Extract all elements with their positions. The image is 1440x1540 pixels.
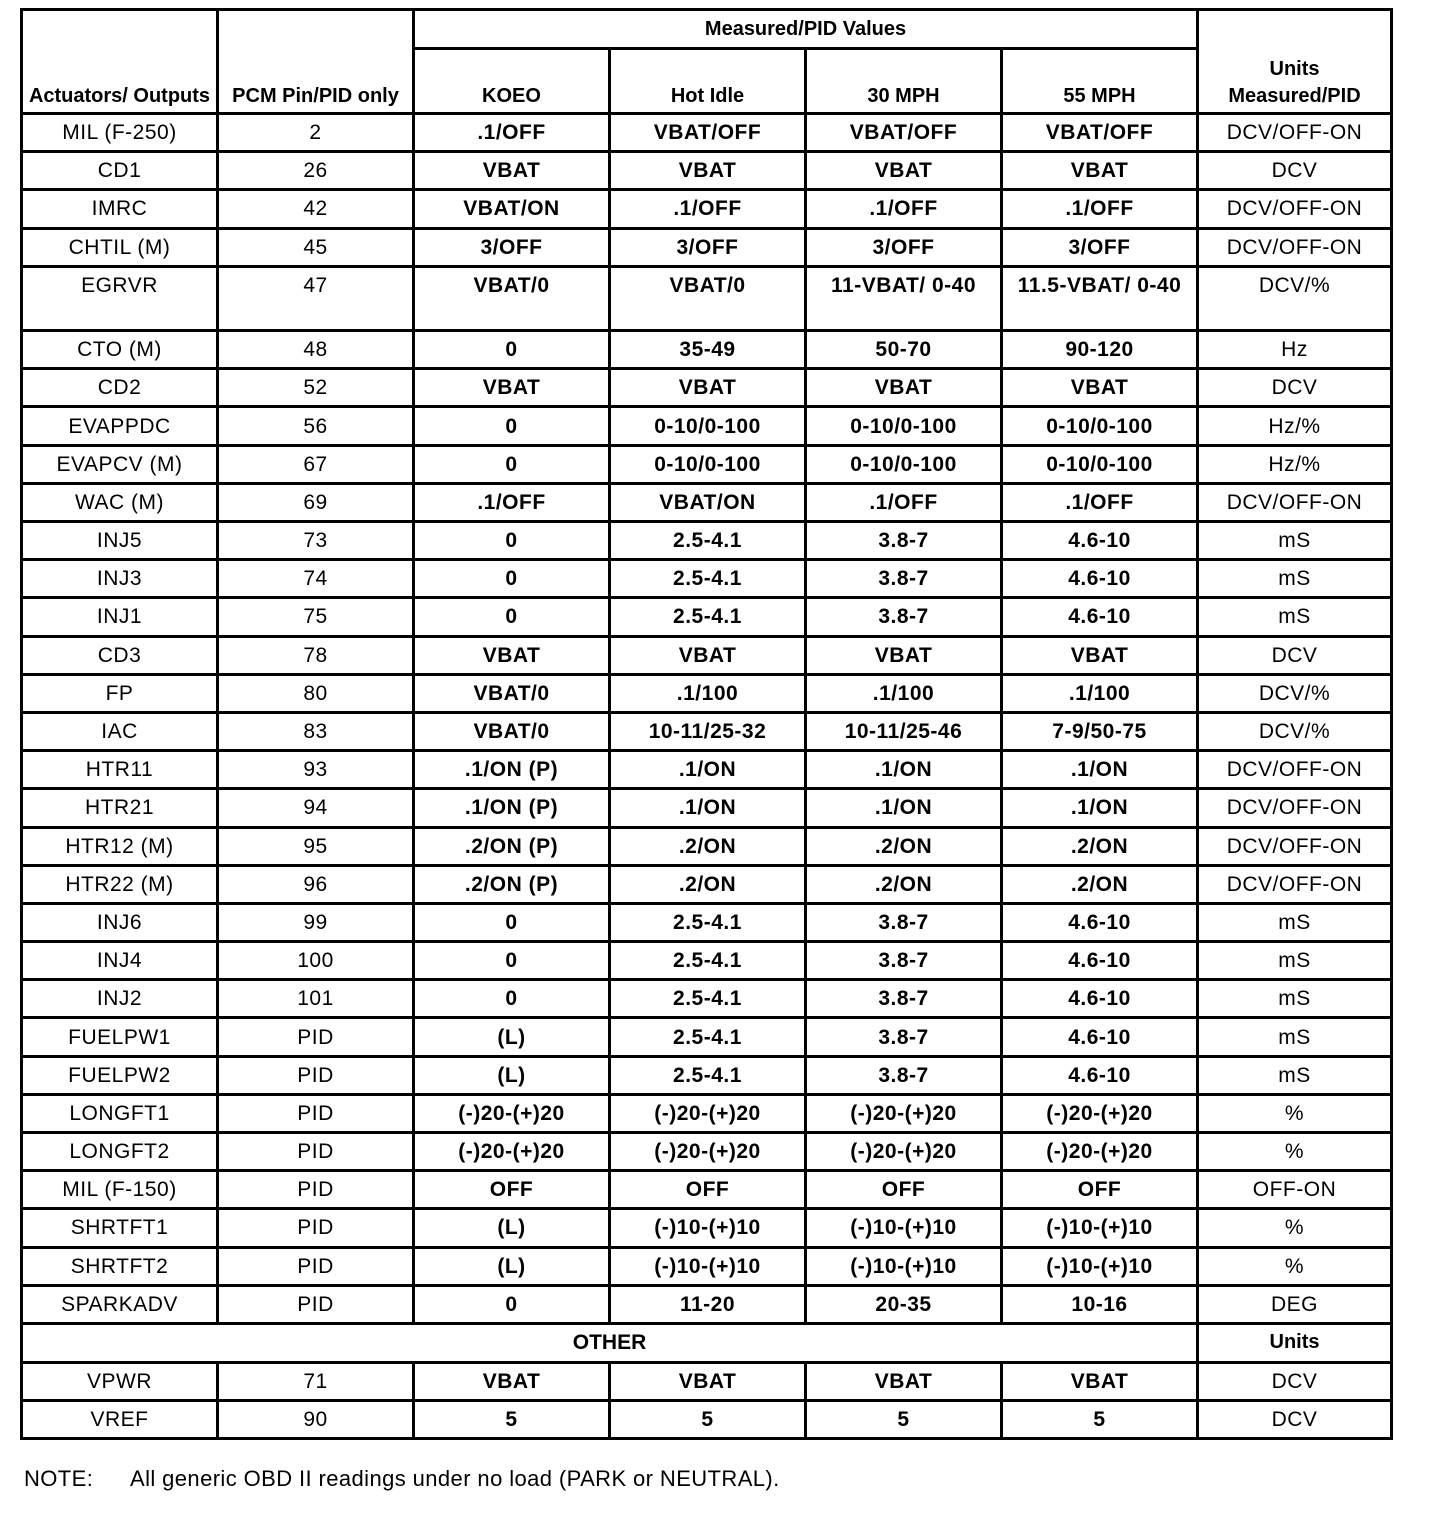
koeo-value: VBAT bbox=[414, 152, 610, 190]
table-body bbox=[22, 114, 1392, 1324]
actuator-name: EGRVR bbox=[22, 266, 218, 330]
units-value: % bbox=[1198, 1094, 1392, 1132]
hot-idle-value: 2.5-4.1 bbox=[610, 1056, 806, 1094]
mph30-value: 3.8-7 bbox=[806, 598, 1002, 636]
units-value: DCV/OFF-ON bbox=[1198, 789, 1392, 827]
pcm-pin: 80 bbox=[218, 674, 414, 712]
mph30-value: (-)10-(+)10 bbox=[806, 1209, 1002, 1247]
mph55-value: VBAT bbox=[1002, 636, 1198, 674]
units-value: mS bbox=[1198, 980, 1392, 1018]
mph55-value: (-)10-(+)10 bbox=[1002, 1209, 1198, 1247]
mph30-value: 3.8-7 bbox=[806, 1056, 1002, 1094]
units-value: % bbox=[1198, 1247, 1392, 1285]
mph55-value: 3/OFF bbox=[1002, 228, 1198, 266]
mph30-value: 3.8-7 bbox=[806, 942, 1002, 980]
actuator-name: CHTIL (M) bbox=[22, 228, 218, 266]
actuator-name: CD2 bbox=[22, 369, 218, 407]
mph30-value: .1/ON bbox=[806, 751, 1002, 789]
koeo-value: VBAT bbox=[414, 1362, 610, 1400]
actuator-name: CTO (M) bbox=[22, 331, 218, 369]
units-value: DCV/OFF-ON bbox=[1198, 865, 1392, 903]
koeo-value: .1/ON (P) bbox=[414, 789, 610, 827]
mph30-value: OFF bbox=[806, 1171, 1002, 1209]
hot-idle-value: .1/100 bbox=[610, 674, 806, 712]
mph55-value: 10-16 bbox=[1002, 1285, 1198, 1324]
koeo-value: (-)20-(+)20 bbox=[414, 1133, 610, 1171]
hot-idle-value: VBAT bbox=[610, 1362, 806, 1400]
table-row bbox=[22, 522, 1392, 560]
hot-idle-value: (-)10-(+)10 bbox=[610, 1247, 806, 1285]
mph30-value: VBAT bbox=[806, 152, 1002, 190]
mph30-value: 5 bbox=[806, 1400, 1002, 1438]
hot-idle-value: 11-20 bbox=[610, 1285, 806, 1324]
pcm-pin: PID bbox=[218, 1247, 414, 1285]
actuator-name: LONGFT2 bbox=[22, 1133, 218, 1171]
table-row bbox=[22, 903, 1392, 941]
actuator-name: CD1 bbox=[22, 152, 218, 190]
koeo-value: 0 bbox=[414, 1285, 610, 1324]
mph30-value: 10-11/25-46 bbox=[806, 712, 1002, 750]
hot-idle-value: .2/ON bbox=[610, 865, 806, 903]
table-row bbox=[22, 751, 1392, 789]
table-row bbox=[22, 114, 1392, 152]
table-row bbox=[22, 331, 1392, 369]
actuator-name: INJ5 bbox=[22, 522, 218, 560]
pcm-pin: 94 bbox=[218, 789, 414, 827]
koeo-value: 0 bbox=[414, 331, 610, 369]
units-value: DCV/OFF-ON bbox=[1198, 483, 1392, 521]
koeo-value: VBAT bbox=[414, 636, 610, 674]
table-row bbox=[22, 1285, 1392, 1324]
header-hot-idle: Hot Idle bbox=[610, 49, 806, 114]
actuator-name: VPWR bbox=[22, 1362, 218, 1400]
mph55-value: .2/ON bbox=[1002, 865, 1198, 903]
koeo-value: (L) bbox=[414, 1247, 610, 1285]
pcm-pin: 95 bbox=[218, 827, 414, 865]
pcm-pin: PID bbox=[218, 1171, 414, 1209]
units-value: mS bbox=[1198, 903, 1392, 941]
table-row bbox=[22, 598, 1392, 636]
other-units-label: Units bbox=[1198, 1324, 1392, 1362]
units-value: DCV/OFF-ON bbox=[1198, 228, 1392, 266]
pcm-pin: 26 bbox=[218, 152, 414, 190]
units-value: DCV/% bbox=[1198, 674, 1392, 712]
mph55-value: OFF bbox=[1002, 1171, 1198, 1209]
hot-idle-value: VBAT bbox=[610, 636, 806, 674]
mph55-value: VBAT/OFF bbox=[1002, 114, 1198, 152]
mph55-value: 5 bbox=[1002, 1400, 1198, 1438]
koeo-value: 0 bbox=[414, 522, 610, 560]
hot-idle-value: .1/OFF bbox=[610, 190, 806, 228]
table-row bbox=[22, 1400, 1392, 1438]
units-value: Hz/% bbox=[1198, 407, 1392, 445]
units-value: mS bbox=[1198, 1018, 1392, 1056]
hot-idle-value: OFF bbox=[610, 1171, 806, 1209]
table-row bbox=[22, 369, 1392, 407]
units-value: Hz bbox=[1198, 331, 1392, 369]
koeo-value: 0 bbox=[414, 445, 610, 483]
mph30-value: VBAT bbox=[806, 636, 1002, 674]
hot-idle-value: 10-11/25-32 bbox=[610, 712, 806, 750]
koeo-value: 0 bbox=[414, 942, 610, 980]
mph30-value: 3.8-7 bbox=[806, 903, 1002, 941]
pcm-pin: 100 bbox=[218, 942, 414, 980]
mph55-value: 4.6-10 bbox=[1002, 522, 1198, 560]
units-value: mS bbox=[1198, 560, 1392, 598]
koeo-value: (L) bbox=[414, 1209, 610, 1247]
table-row bbox=[22, 1247, 1392, 1285]
table-row bbox=[22, 942, 1392, 980]
mph30-value: .1/100 bbox=[806, 674, 1002, 712]
header-actuators: Actuators/ Outputs bbox=[22, 10, 218, 114]
units-value: DCV/% bbox=[1198, 712, 1392, 750]
mph55-value: .1/ON bbox=[1002, 751, 1198, 789]
units-value: mS bbox=[1198, 1056, 1392, 1094]
actuator-name: FUELPW2 bbox=[22, 1056, 218, 1094]
pcm-pin: 2 bbox=[218, 114, 414, 152]
mph55-value: 4.6-10 bbox=[1002, 560, 1198, 598]
actuator-name: WAC (M) bbox=[22, 483, 218, 521]
koeo-value: VBAT/ON bbox=[414, 190, 610, 228]
actuator-name: INJ4 bbox=[22, 942, 218, 980]
mph55-value: .1/OFF bbox=[1002, 190, 1198, 228]
pcm-pin: PID bbox=[218, 1285, 414, 1324]
koeo-value: 0 bbox=[414, 407, 610, 445]
mph30-value: 11-VBAT/ 0-40 bbox=[806, 266, 1002, 330]
mph30-value: 3.8-7 bbox=[806, 1018, 1002, 1056]
mph55-value: .1/ON bbox=[1002, 789, 1198, 827]
mph55-value: (-)20-(+)20 bbox=[1002, 1094, 1198, 1132]
actuator-name: LONGFT1 bbox=[22, 1094, 218, 1132]
hot-idle-value: VBAT/ON bbox=[610, 483, 806, 521]
hot-idle-value: 2.5-4.1 bbox=[610, 942, 806, 980]
header-measured-group: Measured/PID Values bbox=[414, 10, 1198, 49]
actuator-name: IMRC bbox=[22, 190, 218, 228]
mph30-value: 3.8-7 bbox=[806, 522, 1002, 560]
table-row bbox=[22, 1362, 1392, 1400]
hot-idle-value: VBAT bbox=[610, 152, 806, 190]
mph55-value: 4.6-10 bbox=[1002, 903, 1198, 941]
table-row bbox=[22, 445, 1392, 483]
pcm-pin: 93 bbox=[218, 751, 414, 789]
pcm-pin: 48 bbox=[218, 331, 414, 369]
actuator-name: MIL (F-150) bbox=[22, 1171, 218, 1209]
koeo-value: VBAT/0 bbox=[414, 674, 610, 712]
koeo-value: .1/OFF bbox=[414, 114, 610, 152]
pcm-pin: 71 bbox=[218, 1362, 414, 1400]
header-koeo: KOEO bbox=[414, 49, 610, 114]
table-row bbox=[22, 560, 1392, 598]
koeo-value: VBAT/0 bbox=[414, 712, 610, 750]
actuator-name: FUELPW1 bbox=[22, 1018, 218, 1056]
hot-idle-value: 2.5-4.1 bbox=[610, 560, 806, 598]
units-value: % bbox=[1198, 1209, 1392, 1247]
units-value: OFF-ON bbox=[1198, 1171, 1392, 1209]
koeo-value: OFF bbox=[414, 1171, 610, 1209]
pcm-pin: 45 bbox=[218, 228, 414, 266]
actuator-name: HTR21 bbox=[22, 789, 218, 827]
hot-idle-value: VBAT/OFF bbox=[610, 114, 806, 152]
header-pcm-pin: PCM Pin/PID only bbox=[218, 10, 414, 114]
actuator-name: FP bbox=[22, 674, 218, 712]
table-row bbox=[22, 483, 1392, 521]
header-55-mph: 55 MPH bbox=[1002, 49, 1198, 114]
table-row bbox=[22, 1171, 1392, 1209]
mph30-value: 50-70 bbox=[806, 331, 1002, 369]
units-value: DCV/OFF-ON bbox=[1198, 114, 1392, 152]
pcm-pin: PID bbox=[218, 1018, 414, 1056]
actuator-name: SHRTFT1 bbox=[22, 1209, 218, 1247]
koeo-value: 3/OFF bbox=[414, 228, 610, 266]
table-row bbox=[22, 1133, 1392, 1171]
mph55-value: VBAT bbox=[1002, 152, 1198, 190]
mph55-value: 4.6-10 bbox=[1002, 942, 1198, 980]
mph55-value: 90-120 bbox=[1002, 331, 1198, 369]
table-row bbox=[22, 228, 1392, 266]
actuator-name: MIL (F-250) bbox=[22, 114, 218, 152]
koeo-value: 0 bbox=[414, 560, 610, 598]
pcm-pin: 74 bbox=[218, 560, 414, 598]
pcm-pin: 83 bbox=[218, 712, 414, 750]
units-value: DCV bbox=[1198, 152, 1392, 190]
koeo-value: (L) bbox=[414, 1056, 610, 1094]
note-label: NOTE: bbox=[24, 1466, 94, 1491]
units-value: DCV/OFF-ON bbox=[1198, 190, 1392, 228]
mph30-value: 0-10/0-100 bbox=[806, 407, 1002, 445]
table-row bbox=[22, 674, 1392, 712]
mph30-value: 3/OFF bbox=[806, 228, 1002, 266]
pcm-pin: PID bbox=[218, 1094, 414, 1132]
pcm-pin: 78 bbox=[218, 636, 414, 674]
pcm-pin: 99 bbox=[218, 903, 414, 941]
hot-idle-value: 2.5-4.1 bbox=[610, 598, 806, 636]
hot-idle-value: 3/OFF bbox=[610, 228, 806, 266]
table-row bbox=[22, 980, 1392, 1018]
mph55-value: 7-9/50-75 bbox=[1002, 712, 1198, 750]
mph55-value: 0-10/0-100 bbox=[1002, 445, 1198, 483]
mph55-value: (-)10-(+)10 bbox=[1002, 1247, 1198, 1285]
hot-idle-value: 5 bbox=[610, 1400, 806, 1438]
koeo-value: VBAT bbox=[414, 369, 610, 407]
actuator-name: EVAPPDC bbox=[22, 407, 218, 445]
mph55-value: .2/ON bbox=[1002, 827, 1198, 865]
other-header-row bbox=[22, 1324, 1392, 1362]
actuator-name: INJ2 bbox=[22, 980, 218, 1018]
mph30-value: 3.8-7 bbox=[806, 560, 1002, 598]
mph30-value: 20-35 bbox=[806, 1285, 1002, 1324]
actuator-name: VREF bbox=[22, 1400, 218, 1438]
mph30-value: VBAT bbox=[806, 369, 1002, 407]
units-value: mS bbox=[1198, 522, 1392, 560]
mph30-value: (-)10-(+)10 bbox=[806, 1247, 1002, 1285]
hot-idle-value: .2/ON bbox=[610, 827, 806, 865]
hot-idle-value: (-)10-(+)10 bbox=[610, 1209, 806, 1247]
actuator-name: HTR12 (M) bbox=[22, 827, 218, 865]
koeo-value: .1/OFF bbox=[414, 483, 610, 521]
mph30-value: 3.8-7 bbox=[806, 980, 1002, 1018]
mph55-value: 4.6-10 bbox=[1002, 980, 1198, 1018]
footnote bbox=[24, 1466, 780, 1492]
mph55-value: VBAT bbox=[1002, 1362, 1198, 1400]
mph30-value: .2/ON bbox=[806, 865, 1002, 903]
hot-idle-value: 35-49 bbox=[610, 331, 806, 369]
pcm-pin: 67 bbox=[218, 445, 414, 483]
table-row bbox=[22, 407, 1392, 445]
actuator-name: INJ6 bbox=[22, 903, 218, 941]
hot-idle-value: 2.5-4.1 bbox=[610, 1018, 806, 1056]
actuator-name: INJ1 bbox=[22, 598, 218, 636]
actuator-name: INJ3 bbox=[22, 560, 218, 598]
table-row bbox=[22, 1056, 1392, 1094]
note-text: All generic OBD II readings under no load (PARK or NEUTRAL). bbox=[130, 1466, 780, 1491]
actuator-name: HTR11 bbox=[22, 751, 218, 789]
hot-idle-value: VBAT bbox=[610, 369, 806, 407]
pcm-pin: 56 bbox=[218, 407, 414, 445]
actuator-name: IAC bbox=[22, 712, 218, 750]
koeo-value: 0 bbox=[414, 598, 610, 636]
actuator-name: SHRTFT2 bbox=[22, 1247, 218, 1285]
mph55-value: 11.5-VBAT/ 0-40 bbox=[1002, 266, 1198, 330]
table-row bbox=[22, 1018, 1392, 1056]
hot-idle-value: 0-10/0-100 bbox=[610, 407, 806, 445]
mph30-value: (-)20-(+)20 bbox=[806, 1133, 1002, 1171]
mph55-value: .1/100 bbox=[1002, 674, 1198, 712]
units-value: DCV bbox=[1198, 1400, 1392, 1438]
table-row bbox=[22, 865, 1392, 903]
hot-idle-value: (-)20-(+)20 bbox=[610, 1094, 806, 1132]
hot-idle-value: 0-10/0-100 bbox=[610, 445, 806, 483]
mph55-value: (-)20-(+)20 bbox=[1002, 1133, 1198, 1171]
pid-values-table bbox=[20, 8, 1393, 1440]
pcm-pin: PID bbox=[218, 1209, 414, 1247]
pcm-pin: 42 bbox=[218, 190, 414, 228]
koeo-value: .1/ON (P) bbox=[414, 751, 610, 789]
units-value: mS bbox=[1198, 598, 1392, 636]
units-value: DCV/OFF-ON bbox=[1198, 751, 1392, 789]
pcm-pin: 47 bbox=[218, 266, 414, 330]
other-label: OTHER bbox=[22, 1324, 1198, 1362]
pcm-pin: PID bbox=[218, 1056, 414, 1094]
pcm-pin: 69 bbox=[218, 483, 414, 521]
units-value: Hz/% bbox=[1198, 445, 1392, 483]
mph30-value: (-)20-(+)20 bbox=[806, 1094, 1002, 1132]
table-row bbox=[22, 1209, 1392, 1247]
mph55-value: 4.6-10 bbox=[1002, 598, 1198, 636]
hot-idle-value: 2.5-4.1 bbox=[610, 522, 806, 560]
table-row bbox=[22, 712, 1392, 750]
table-row bbox=[22, 266, 1392, 330]
table-row bbox=[22, 827, 1392, 865]
table-row bbox=[22, 190, 1392, 228]
mph55-value: 0-10/0-100 bbox=[1002, 407, 1198, 445]
hot-idle-value: VBAT/0 bbox=[610, 266, 806, 330]
pcm-pin: 75 bbox=[218, 598, 414, 636]
units-value: DCV bbox=[1198, 636, 1392, 674]
units-value: DCV/% bbox=[1198, 266, 1392, 330]
units-value: % bbox=[1198, 1133, 1392, 1171]
units-value: DCV/OFF-ON bbox=[1198, 827, 1392, 865]
koeo-value: .2/ON (P) bbox=[414, 865, 610, 903]
pcm-pin: 90 bbox=[218, 1400, 414, 1438]
pcm-pin: 101 bbox=[218, 980, 414, 1018]
pcm-pin: 96 bbox=[218, 865, 414, 903]
table-row bbox=[22, 789, 1392, 827]
mph30-value: .1/OFF bbox=[806, 483, 1002, 521]
units-value: DCV bbox=[1198, 1362, 1392, 1400]
table-row bbox=[22, 1094, 1392, 1132]
actuator-name: SPARKADV bbox=[22, 1285, 218, 1324]
table-row bbox=[22, 636, 1392, 674]
hot-idle-value: .1/ON bbox=[610, 751, 806, 789]
hot-idle-value: (-)20-(+)20 bbox=[610, 1133, 806, 1171]
mph55-value: 4.6-10 bbox=[1002, 1056, 1198, 1094]
pcm-pin: 73 bbox=[218, 522, 414, 560]
mph30-value: .1/ON bbox=[806, 789, 1002, 827]
mph30-value: VBAT/OFF bbox=[806, 114, 1002, 152]
table-row bbox=[22, 152, 1392, 190]
hot-idle-value: .1/ON bbox=[610, 789, 806, 827]
actuator-name: EVAPCV (M) bbox=[22, 445, 218, 483]
mph55-value: 4.6-10 bbox=[1002, 1018, 1198, 1056]
units-value: mS bbox=[1198, 942, 1392, 980]
koeo-value: .2/ON (P) bbox=[414, 827, 610, 865]
actuator-name: HTR22 (M) bbox=[22, 865, 218, 903]
mph55-value: VBAT bbox=[1002, 369, 1198, 407]
hot-idle-value: 2.5-4.1 bbox=[610, 903, 806, 941]
pcm-pin: 52 bbox=[218, 369, 414, 407]
koeo-value: 5 bbox=[414, 1400, 610, 1438]
hot-idle-value: 2.5-4.1 bbox=[610, 980, 806, 1018]
koeo-value: (L) bbox=[414, 1018, 610, 1056]
mph30-value: .2/ON bbox=[806, 827, 1002, 865]
mph55-value: .1/OFF bbox=[1002, 483, 1198, 521]
header-units: Units Measured/PID bbox=[1198, 10, 1392, 114]
other-section bbox=[22, 1324, 1392, 1362]
pcm-pin: PID bbox=[218, 1133, 414, 1171]
mph30-value: 0-10/0-100 bbox=[806, 445, 1002, 483]
units-value: DCV bbox=[1198, 369, 1392, 407]
units-value: DEG bbox=[1198, 1285, 1392, 1324]
koeo-value: 0 bbox=[414, 903, 610, 941]
koeo-value: (-)20-(+)20 bbox=[414, 1094, 610, 1132]
mph30-value: .1/OFF bbox=[806, 190, 1002, 228]
mph30-value: VBAT bbox=[806, 1362, 1002, 1400]
koeo-value: VBAT/0 bbox=[414, 266, 610, 330]
actuator-name: CD3 bbox=[22, 636, 218, 674]
header-30-mph: 30 MPH bbox=[806, 49, 1002, 114]
koeo-value: 0 bbox=[414, 980, 610, 1018]
other-body bbox=[22, 1362, 1392, 1438]
